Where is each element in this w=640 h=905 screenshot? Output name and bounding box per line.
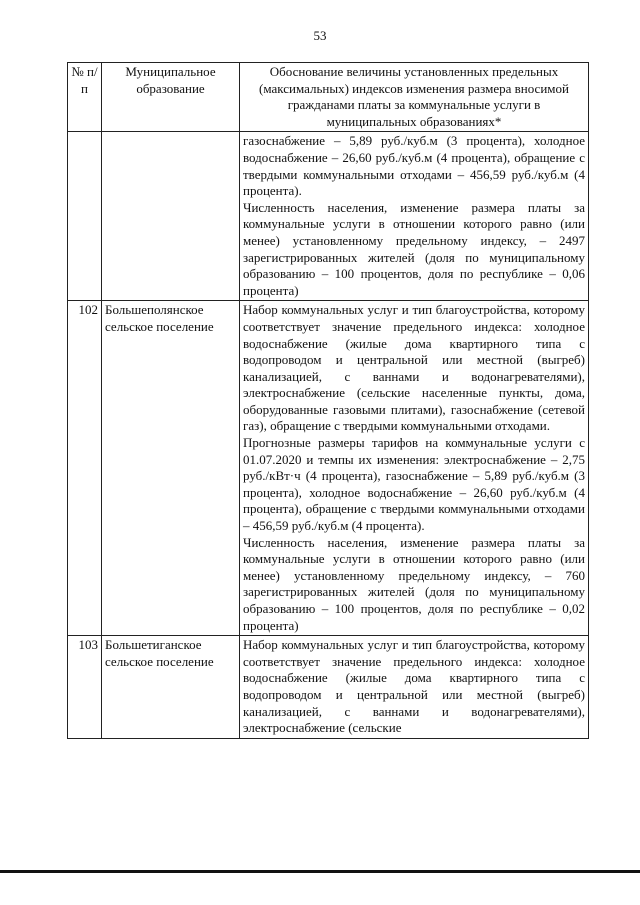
header-justification: Обоснование величины установленных предельных (максимальных) индексов изменения размера вносимой гражданами платы за коммунальные услуги в муниципальных образованиях*: [240, 63, 589, 132]
table-header-row: [68, 63, 589, 132]
scan-bottom-border: [0, 870, 640, 873]
table-row: [68, 132, 589, 301]
row-justification: [240, 636, 589, 739]
table-row: [68, 301, 589, 636]
row-municipality: [102, 132, 240, 301]
row-paragraph: Набор коммунальных услуг и тип благоустройства, которому соответствует значение предельного индекса: холодное водоснабжение (жилые дома квартирного типа с водопроводом и центральной или местной (выгреб) канализацией, с ваннами и водонагревателями), электроснабжение (сельские: [243, 637, 585, 736]
row-paragraph: Набор коммунальных услуг и тип благоустройства, которому соответствует значение предельного индекса: холодное водоснабжение (жилые дома квартирного типа с водопроводом и центральной или местной (выгреб) канализацией, с ваннами и водонагревателями), электроснабжение (сельские населенные пункты, дома, оборудованные газовыми плитами), газоснабжение (сетевой газ), обращение с твердыми коммунальными отходами.: [243, 302, 585, 434]
header-number: № п/п: [68, 63, 102, 132]
page-number: 53: [313, 28, 327, 43]
row-municipality: Большеполянское сельское поселение: [102, 301, 240, 636]
row-paragraph: Численность населения, изменение размера платы за коммунальные услуги в отношении которого равно (или менее) установленному предельному индексу, – 760 зарегистрированных жителей (доля по муниципальному образованию – 100 процентов, доля по республике – 0,02 процента): [243, 534, 585, 633]
row-paragraph: газоснабжение – 5,89 руб./куб.м (3 процента), холодное водоснабжение – 26,60 руб./куб.м (4 процента), обращение с твердыми коммунальными отходами – 456,59 руб./куб.м (4 процента).: [243, 133, 585, 199]
header-municipality: Муниципальное образование: [102, 63, 240, 132]
row-paragraph: Численность населения, изменение размера платы за коммунальные услуги в отношении которого равно (или менее) установленному предельному индексу, – 2497 зарегистрированных жителей (доля по муниципальному образованию – 100 процентов, доля по республике – 0,06 процента): [243, 199, 585, 298]
row-municipality: Большетиганское сельское поселение: [102, 636, 240, 739]
row-number: 102: [68, 301, 102, 636]
indices-table: [67, 62, 589, 739]
row-number: [68, 132, 102, 301]
row-paragraph: Прогнозные размеры тарифов на коммунальные услуги с 01.07.2020 и темпы их изменения: электроснабжение – 2,75 руб./кВт·ч (4 процента), газоснабжение – 5,89 руб./куб.м (3 процента), холодное водоснабжение – 26,60 руб./куб.м (4 процента), обращение с твердыми коммунальными отходами – 456,59 руб./куб.м (4 процента).: [243, 435, 585, 534]
table-row: [68, 636, 589, 739]
row-justification: [240, 132, 589, 301]
row-justification: [240, 301, 589, 636]
row-number: 103: [68, 636, 102, 739]
